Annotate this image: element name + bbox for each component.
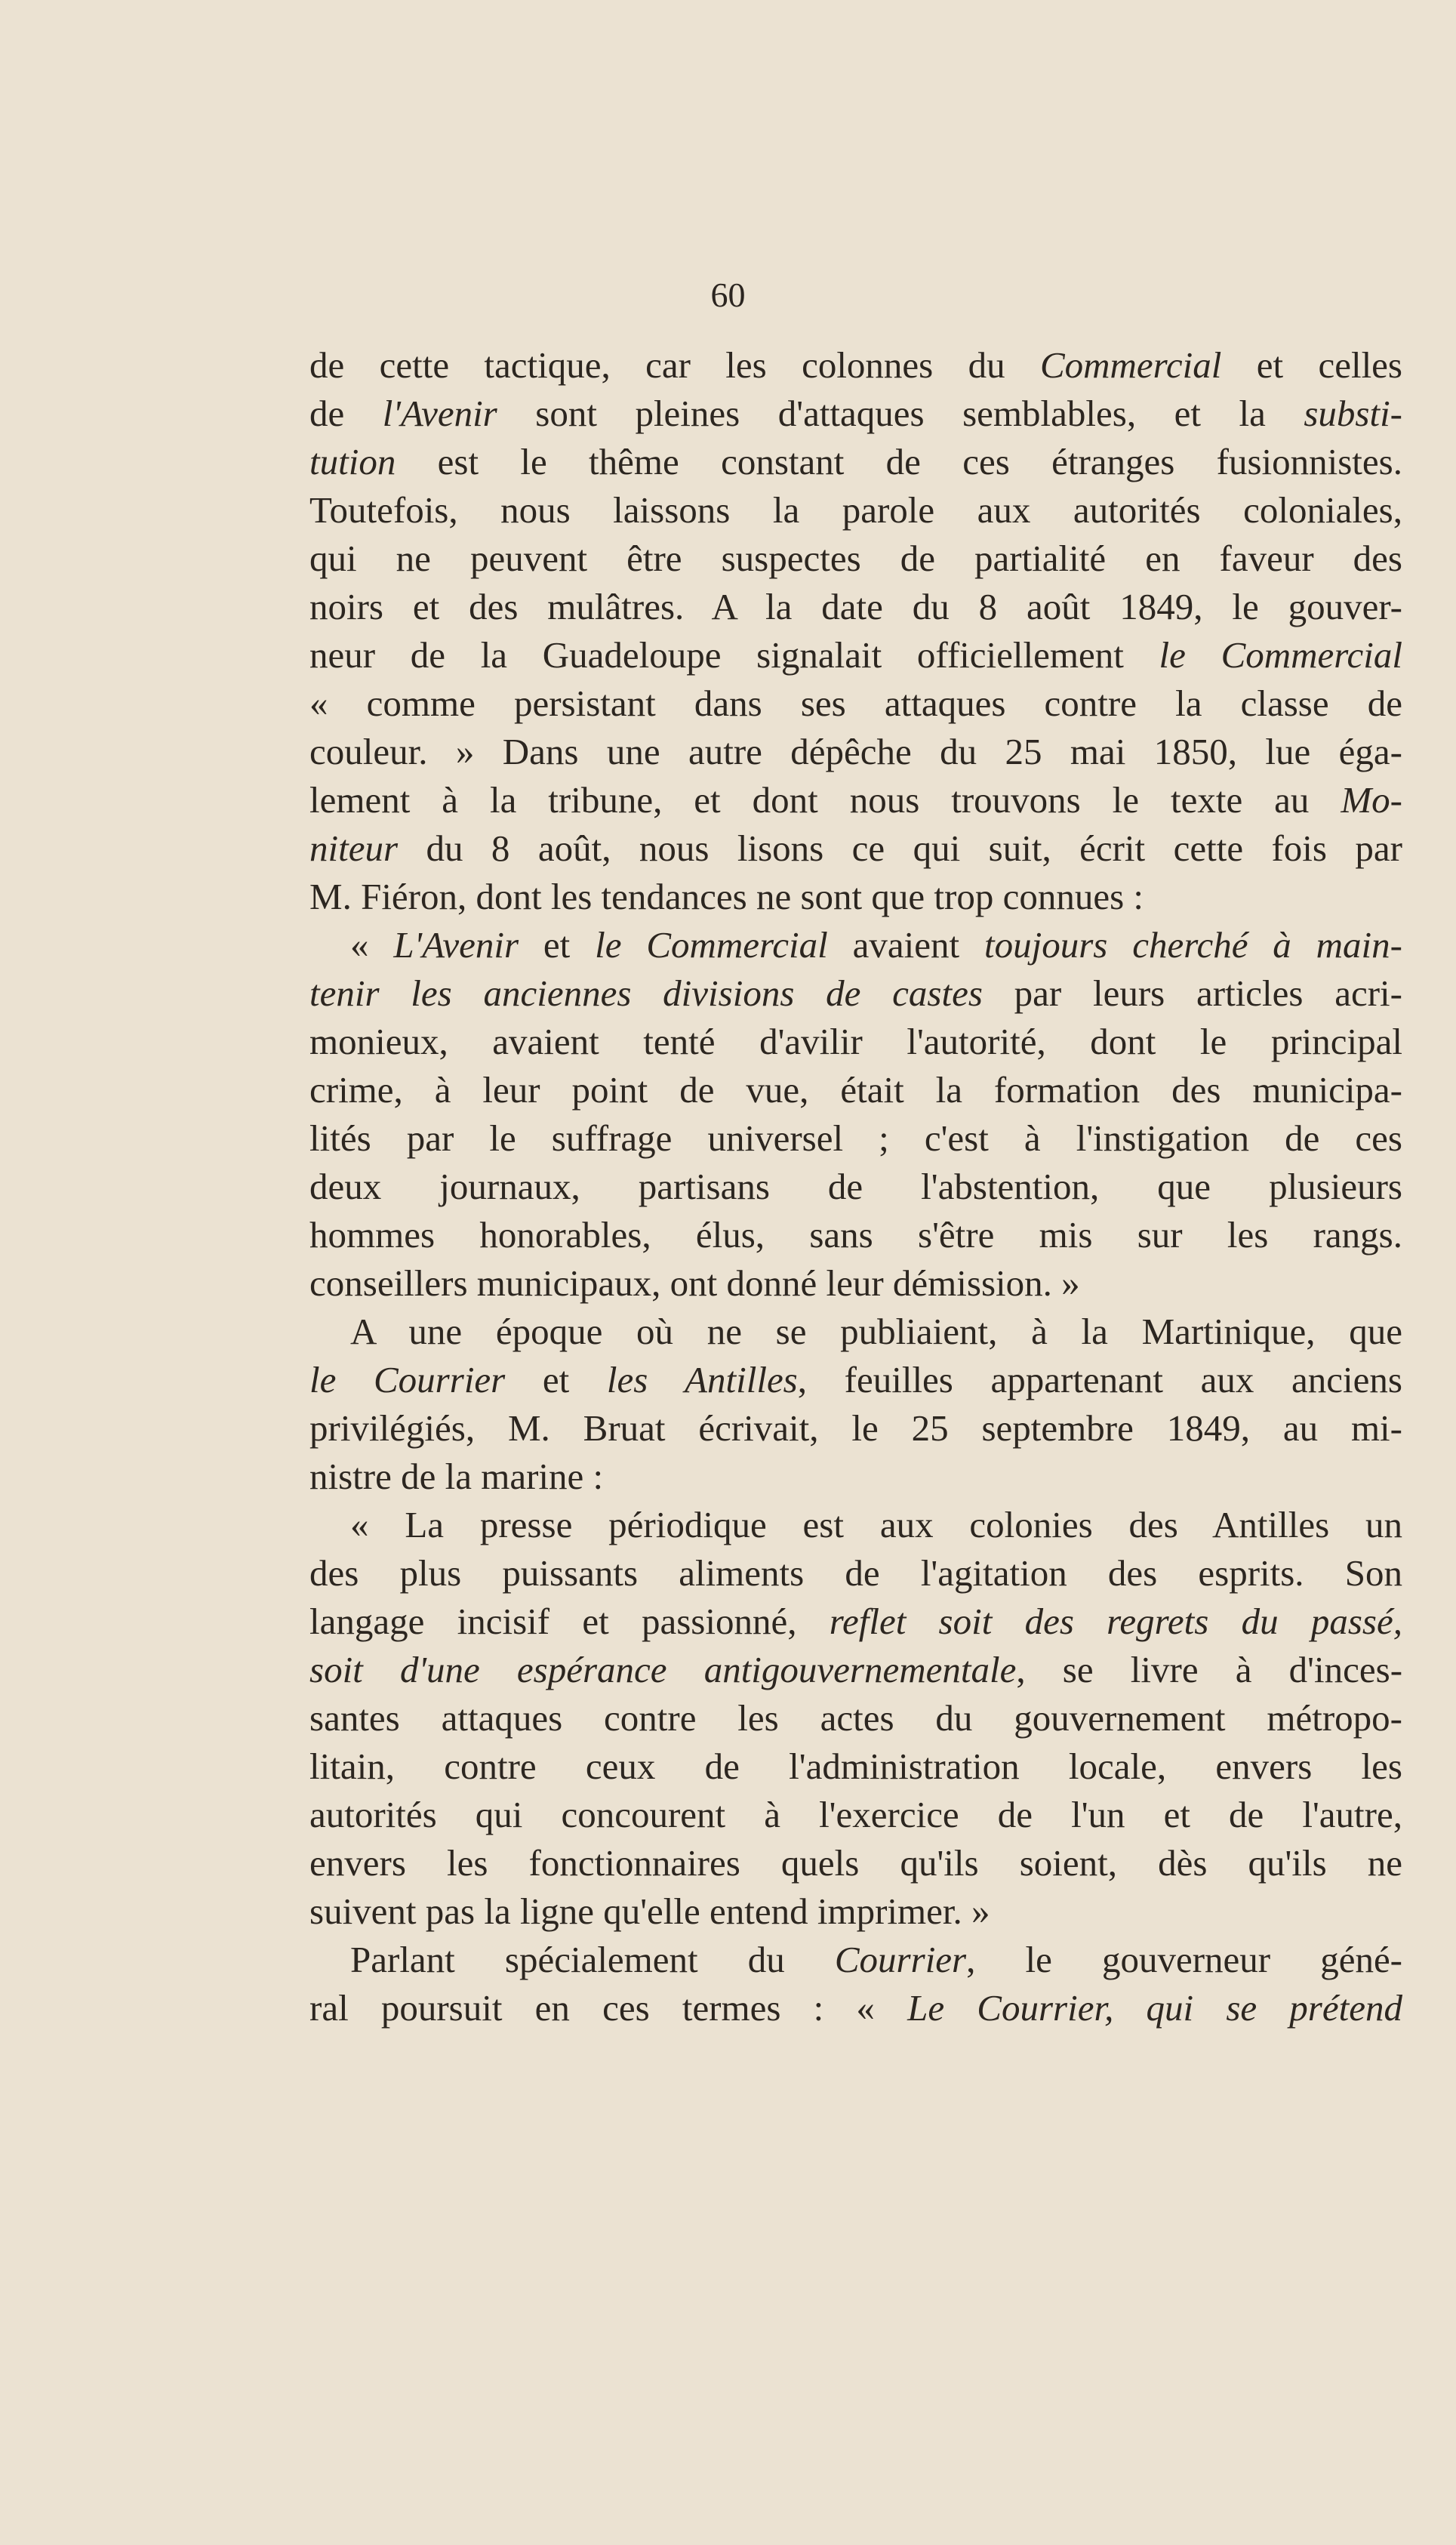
text-line — [309, 631, 1402, 679]
text-run: « comme persistant dans ses attaques contre la classe de — [309, 682, 1402, 724]
italic-text: toujours cherché à main- — [983, 924, 1402, 966]
text-run: de cette tactique, car les colonnes du — [309, 344, 1040, 386]
text-run: deux journaux, partisans de l'abstention, que plusieurs — [309, 1166, 1402, 1207]
italic-text: soit d'une espérance antigouvernementale — [309, 1649, 1017, 1690]
text-run: de — [309, 393, 383, 434]
text-line — [309, 1259, 1402, 1308]
text-run: ral poursuit en ces termes : « — [309, 1987, 908, 2029]
text-run: santes attaques contre les actes du gouvernement métropo- — [309, 1697, 1402, 1739]
italic-text: Courrier — [834, 1939, 967, 1980]
text-line — [309, 1742, 1402, 1791]
text-line — [309, 535, 1402, 583]
text-line — [309, 921, 1402, 969]
text-line — [309, 1501, 1402, 1549]
text-run: et — [505, 1359, 607, 1400]
text-run: hommes honorables, élus, sans s'être mis sur les rangs. — [309, 1214, 1402, 1256]
text-run: sont pleines d'attaques semblables, et la — [497, 393, 1304, 434]
text-run: conseillers municipaux, ont donné leur démission. » — [309, 1262, 1080, 1304]
text-run: des plus puissants aliments de l'agitation des esprits. Son — [309, 1552, 1402, 1594]
text-run: par leurs articles acri- — [982, 972, 1402, 1014]
text-line — [309, 1936, 1402, 1984]
text-run: crime, à leur point de vue, était la formation des municipa- — [309, 1069, 1402, 1111]
text-line — [309, 679, 1402, 728]
text-run: , le gouverneur géné- — [966, 1939, 1403, 1980]
text-line — [309, 1114, 1402, 1163]
text-line — [309, 1598, 1402, 1646]
text-line — [309, 873, 1402, 921]
text-run: M. Fiéron, dont les tendances ne sont que trop connues : — [309, 876, 1144, 917]
italic-text: l'Avenir — [382, 393, 497, 434]
text-line — [309, 390, 1402, 438]
text-run: est le thême constant de ces étranges fusionnistes. — [396, 441, 1402, 482]
body-text — [309, 341, 1402, 2032]
text-line — [309, 583, 1402, 631]
text-run: qui ne peuvent être suspectes de partialité en faveur des — [309, 538, 1402, 579]
italic-text: Le Courrier, qui se prétend — [907, 1987, 1402, 2029]
italic-text: le Commercial — [1159, 634, 1402, 676]
text-run: , feuilles appartenant aux anciens — [797, 1359, 1402, 1400]
text-line — [309, 1018, 1402, 1066]
page-number: 60 — [710, 276, 746, 314]
text-line — [309, 1694, 1402, 1742]
text-run: Toutefois, nous laissons la parole aux autorités coloniales, — [309, 489, 1402, 531]
text-line — [309, 1791, 1402, 1839]
text-run: avaient — [827, 924, 984, 966]
text-run: suivent pas la ligne qu'elle entend imprimer. » — [309, 1890, 990, 1932]
text-line — [309, 1984, 1402, 2032]
text-run: « La presse périodique est aux colonies des Antilles un — [350, 1504, 1402, 1545]
italic-text: Commercial — [1039, 344, 1222, 386]
text-run: nistre de la marine : — [309, 1456, 604, 1497]
text-line — [309, 728, 1402, 776]
text-line — [309, 1839, 1402, 1887]
text-line — [309, 1211, 1402, 1259]
text-line — [309, 1308, 1402, 1356]
text-run: envers les fonctionnaires quels qu'ils soient, dès qu'ils ne — [309, 1842, 1402, 1884]
italic-text: Mo- — [1341, 779, 1402, 821]
italic-text: reflet soit des regrets du passé, — [829, 1601, 1402, 1642]
text-line — [309, 1453, 1402, 1501]
text-run: langage incisif et passionné, — [309, 1601, 830, 1642]
italic-text: L'Avenir — [393, 924, 519, 966]
text-run: et celles — [1221, 344, 1402, 386]
text-run: « — [350, 924, 394, 966]
text-line — [309, 1066, 1402, 1114]
text-run: autorités qui concourent à l'exercice de l'un et de l'autre, — [309, 1794, 1402, 1835]
text-run: noirs et des mulâtres. A la date du 8 août 1849, le gouver- — [309, 586, 1402, 627]
italic-text: niteur — [309, 827, 399, 869]
text-run: neur de la Guadeloupe signalait officiellement — [309, 634, 1159, 676]
text-line — [309, 969, 1402, 1018]
text-line — [309, 1887, 1402, 1936]
text-run: lités par le suffrage universel ; c'est à l'instigation de ces — [309, 1117, 1402, 1159]
text-run: monieux, avaient tenté d'avilir l'autorité, dont le principal — [309, 1021, 1402, 1062]
text-run: Parlant spécialement du — [350, 1939, 835, 1980]
italic-text: tenir les anciennes divisions de castes — [309, 972, 983, 1014]
text-line — [309, 1646, 1402, 1694]
italic-text: tution — [309, 441, 396, 482]
text-run: et — [519, 924, 596, 966]
text-line — [309, 1356, 1402, 1404]
text-line — [309, 1404, 1402, 1453]
italic-text: le Courrier — [309, 1359, 506, 1400]
text-line — [309, 1163, 1402, 1211]
text-line — [309, 776, 1402, 824]
italic-text: le Commercial — [595, 924, 828, 966]
text-run: , se livre à d'inces- — [1016, 1649, 1403, 1690]
text-line — [309, 438, 1402, 486]
text-line — [309, 1549, 1402, 1598]
text-run: A une époque où ne se publiaient, à la Martinique, que — [350, 1311, 1402, 1352]
text-line — [309, 341, 1402, 390]
text-line — [309, 486, 1402, 535]
text-run: du 8 août, nous lisons ce qui suit, écrit cette fois par — [398, 827, 1402, 869]
italic-text: substi- — [1304, 393, 1402, 434]
text-run: privilégiés, M. Bruat écrivait, le 25 septembre 1849, au mi- — [309, 1407, 1402, 1449]
text-line — [309, 824, 1402, 873]
text-run: couleur. » Dans une autre dépêche du 25 mai 1850, lue éga- — [309, 731, 1402, 772]
italic-text: les Antilles — [606, 1359, 798, 1400]
text-run: litain, contre ceux de l'administration locale, envers les — [309, 1745, 1402, 1787]
text-run: lement à la tribune, et dont nous trouvons le texte au — [309, 779, 1341, 821]
